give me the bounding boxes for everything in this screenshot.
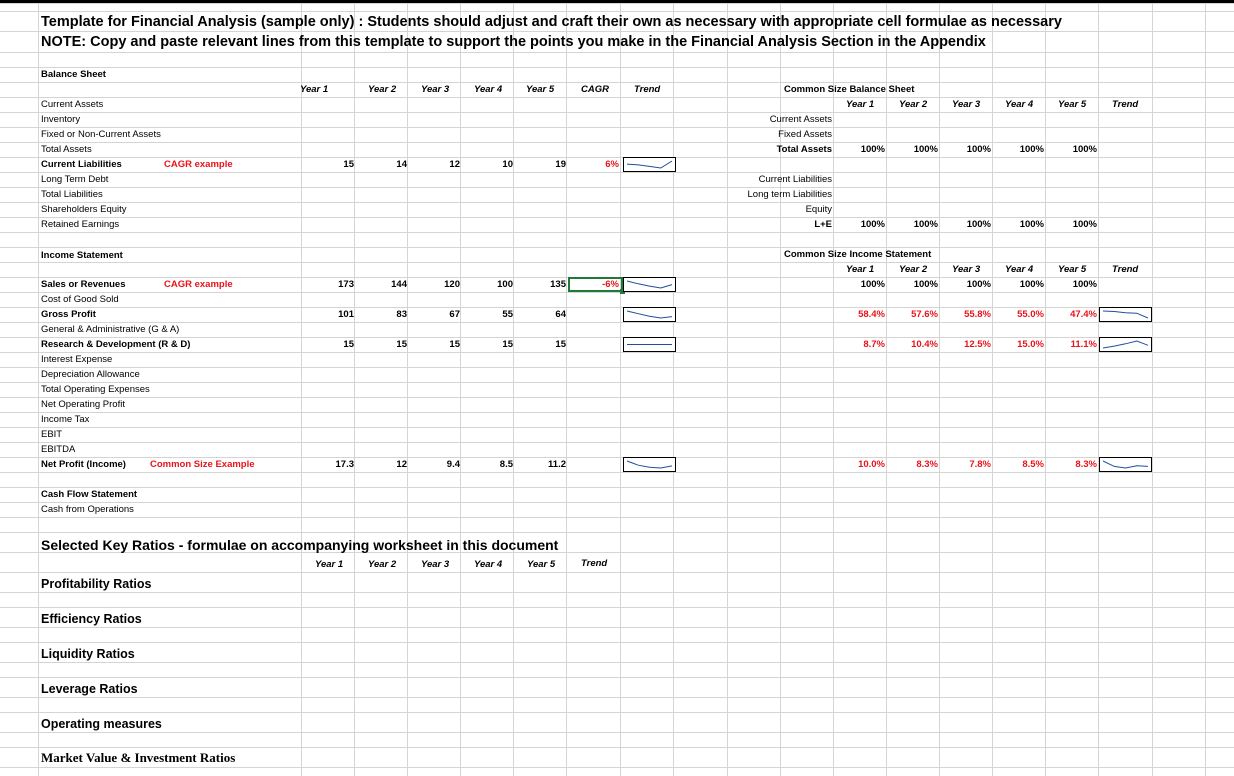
np-year3-cell[interactable]: 9.4 <box>446 459 460 470</box>
is-row-total-opex: Total Operating Expenses <box>41 384 150 395</box>
csb-year2-header: Year 2 <box>899 99 928 110</box>
csb-total-y4[interactable]: 100% <box>1019 144 1044 155</box>
sales-cagr-cell[interactable]: -6% <box>602 279 619 290</box>
sales-year3-cell[interactable]: 120 <box>444 279 460 290</box>
cs-income-title: Common Size Income Statement <box>784 249 932 260</box>
csb-row-long-term-liabilities: Long term Liabilities <box>747 189 832 200</box>
is-row-income-tax: Income Tax <box>41 414 90 425</box>
csi-year2-header: Year 2 <box>899 264 928 275</box>
csi-gp-y2[interactable]: 57.6% <box>911 309 938 320</box>
csi-rd-y3[interactable]: 12.5% <box>964 339 991 350</box>
ratios-year3-header: Year 3 <box>421 559 450 570</box>
sparkline-svg <box>1100 338 1151 351</box>
ratios-market-value: Market Value & Investment Ratios <box>41 750 236 765</box>
csi-np-y5[interactable]: 8.3% <box>1075 459 1097 470</box>
ratios-efficiency: Efficiency Ratios <box>41 612 142 626</box>
csb-le-y4[interactable]: 100% <box>1019 219 1044 230</box>
is-row-ebitda: EBITDA <box>41 444 76 455</box>
csi-year3-header: Year 3 <box>952 264 981 275</box>
header-line-2: NOTE: Copy and paste relevant lines from this template to support the points you make in the Financial Analysis Section in the Appendix <box>41 34 986 50</box>
csi-rd-y4[interactable]: 15.0% <box>1017 339 1044 350</box>
csi-np-y1[interactable]: 10.0% <box>858 459 885 470</box>
csb-row-l-plus-e: L+E <box>814 219 832 230</box>
csi-rd-y5[interactable]: 11.1% <box>1070 339 1097 350</box>
csi-sales-y1[interactable]: 100% <box>860 279 885 290</box>
cl-year2-cell[interactable]: 14 <box>396 159 407 170</box>
is-row-cogs: Cost of Good Sold <box>41 294 119 305</box>
sparkline-path <box>627 311 672 318</box>
bs-row-total-assets: Total Assets <box>41 144 92 155</box>
sparkline-svg <box>1100 458 1151 471</box>
is-row-net-operating-profit: Net Operating Profit <box>41 399 125 410</box>
cf-row-cash-from-operations: Cash from Operations <box>41 504 134 515</box>
csi-gp-y3[interactable]: 55.8% <box>964 309 991 320</box>
cash-flow-title: Cash Flow Statement <box>41 489 138 500</box>
csi-np-y4[interactable]: 8.5% <box>1022 459 1044 470</box>
rd-year5-cell[interactable]: 15 <box>555 339 566 350</box>
sparkline-svg <box>624 458 675 471</box>
csi-gp-y4[interactable]: 55.0% <box>1017 309 1044 320</box>
csi-gp-y5[interactable]: 47.4% <box>1070 309 1097 320</box>
csi-sales-y3[interactable]: 100% <box>966 279 991 290</box>
cl-trend-sparkline[interactable] <box>623 157 676 172</box>
csb-row-equity: Equity <box>805 204 832 215</box>
csb-row-total-assets: Total Assets <box>776 144 832 155</box>
header-line-1: Template for Financial Analysis (sample only) : Students should adjust and craft their own as necessary with appropriate cell formulae as necessary <box>41 14 1062 30</box>
cs-balance-title: Common Size Balance Sheet <box>784 84 915 95</box>
income-statement-title: Income Statement <box>41 250 123 261</box>
csb-le-y3[interactable]: 100% <box>966 219 991 230</box>
np-year1-cell[interactable]: 17.3 <box>335 459 354 470</box>
csb-le-y1[interactable]: 100% <box>860 219 885 230</box>
is-row-net-profit: Net Profit (Income) <box>41 459 126 470</box>
sparkline-svg <box>624 338 675 351</box>
bs-year1-header: Year 1 <box>300 84 329 95</box>
np-trend-sparkline[interactable] <box>623 457 676 472</box>
is-row-sales: Sales or Revenues <box>41 279 126 290</box>
sparkline-path <box>627 281 672 288</box>
bs-year3-header: Year 3 <box>421 84 450 95</box>
np-year5-cell[interactable]: 11.2 <box>548 459 566 470</box>
is-cagr-example-note: CAGR example <box>164 279 233 290</box>
sparkline-svg <box>624 308 675 321</box>
gp-year5-cell[interactable]: 64 <box>555 309 566 320</box>
csb-trend-header: Trend <box>1112 99 1139 110</box>
np-year2-cell[interactable]: 12 <box>396 459 407 470</box>
csi-np-trend-sparkline[interactable] <box>1099 457 1152 472</box>
bs-row-long-term-debt: Long Term Debt <box>41 174 109 185</box>
balance-sheet-title: Balance Sheet <box>41 69 106 80</box>
csi-year5-header: Year 5 <box>1058 264 1087 275</box>
csi-rd-y2[interactable]: 10.4% <box>911 339 938 350</box>
sparkline-svg <box>1100 308 1151 321</box>
csb-le-y2[interactable]: 100% <box>913 219 938 230</box>
bs-row-shareholders-equity: Shareholders Equity <box>41 204 127 215</box>
cl-year4-cell[interactable]: 10 <box>502 159 513 170</box>
rd-year2-cell[interactable]: 15 <box>396 339 407 350</box>
sales-year1-cell[interactable]: 173 <box>338 279 354 290</box>
csb-total-y2[interactable]: 100% <box>913 144 938 155</box>
bs-cagr-header: CAGR <box>581 84 609 95</box>
bs-year4-header: Year 4 <box>474 84 503 95</box>
csb-year3-header: Year 3 <box>952 99 981 110</box>
ratios-year5-header: Year 5 <box>527 559 556 570</box>
np-year4-cell[interactable]: 8.5 <box>499 459 513 470</box>
csi-gp-trend-sparkline[interactable] <box>1099 307 1152 322</box>
csi-rd-y1[interactable]: 8.7% <box>863 339 885 350</box>
gp-trend-sparkline[interactable] <box>623 307 676 322</box>
sparkline-path <box>1103 341 1148 348</box>
sparkline-path <box>1103 311 1148 318</box>
cl-year5-cell[interactable]: 19 <box>555 159 566 170</box>
cl-year3-cell[interactable]: 12 <box>449 159 460 170</box>
ratios-year1-header: Year 1 <box>315 559 344 570</box>
bs-row-retained-earnings: Retained Earnings <box>41 219 120 230</box>
bs-trend-header: Trend <box>634 84 661 95</box>
csi-np-y2[interactable]: 8.3% <box>916 459 938 470</box>
sparkline-path <box>627 161 672 168</box>
sparkline-path <box>627 461 672 468</box>
csb-total-y3[interactable]: 100% <box>966 144 991 155</box>
csb-row-current-assets: Current Assets <box>769 114 832 125</box>
bs-row-inventory: Inventory <box>41 114 81 125</box>
bs-row-current-assets: Current Assets <box>41 99 104 110</box>
sparkline-svg <box>624 278 675 291</box>
rd-trend-sparkline[interactable] <box>623 337 676 352</box>
ratios-liquidity: Liquidity Ratios <box>41 647 135 661</box>
is-row-ebit: EBIT <box>41 429 63 440</box>
csi-trend-header: Trend <box>1112 264 1139 275</box>
sales-year2-cell[interactable]: 144 <box>391 279 407 290</box>
gp-year1-cell[interactable]: 101 <box>338 309 354 320</box>
sales-year5-cell[interactable]: 135 <box>550 279 566 290</box>
is-row-g-and-a: General & Administrative (G & A) <box>41 324 180 335</box>
cl-cagr-cell[interactable]: 6% <box>605 159 619 170</box>
is-row-interest-expense: Interest Expense <box>41 354 113 365</box>
csb-row-fixed-assets: Fixed Assets <box>778 129 832 140</box>
is-common-size-example-note: Common Size Example <box>150 459 255 470</box>
ratios-leverage: Leverage Ratios <box>41 682 138 696</box>
sparkline-svg <box>624 158 675 171</box>
csb-row-current-liabilities: Current Liabilities <box>758 174 832 185</box>
bs-row-current-liabilities: Current Liabilities <box>41 159 122 170</box>
gp-year2-cell[interactable]: 83 <box>396 309 407 320</box>
csb-year4-header: Year 4 <box>1005 99 1034 110</box>
bs-row-total-liabilities: Total Liabilities <box>41 189 103 200</box>
csb-total-y1[interactable]: 100% <box>860 144 885 155</box>
csi-np-y3[interactable]: 7.8% <box>969 459 991 470</box>
csb-year1-header: Year 1 <box>846 99 875 110</box>
ratios-year4-header: Year 4 <box>474 559 503 570</box>
bs-year2-header: Year 2 <box>368 84 397 95</box>
csi-year1-header: Year 1 <box>846 264 875 275</box>
rd-year3-cell[interactable]: 15 <box>449 339 460 350</box>
is-row-gross-profit: Gross Profit <box>41 309 96 320</box>
cl-year1-cell[interactable]: 15 <box>343 159 354 170</box>
sales-trend-sparkline[interactable] <box>623 277 676 292</box>
ratios-profitability: Profitability Ratios <box>41 577 152 591</box>
rd-year4-cell[interactable]: 15 <box>502 339 513 350</box>
csb-le-y5[interactable]: 100% <box>1072 219 1097 230</box>
gp-year3-cell[interactable]: 67 <box>449 309 460 320</box>
csi-gp-y1[interactable]: 58.4% <box>858 309 885 320</box>
ratios-operating-measures: Operating measures <box>41 717 162 731</box>
ratios-year2-header: Year 2 <box>368 559 397 570</box>
bs-year5-header: Year 5 <box>526 84 555 95</box>
csi-year4-header: Year 4 <box>1005 264 1034 275</box>
csb-year5-header: Year 5 <box>1058 99 1087 110</box>
is-row-depreciation: Depreciation Allowance <box>41 369 140 380</box>
csi-sales-y5[interactable]: 100% <box>1072 279 1097 290</box>
sparkline-path <box>1103 461 1148 468</box>
csi-sales-y2[interactable]: 100% <box>913 279 938 290</box>
ratios-trend-header: Trend <box>581 558 608 569</box>
bs-cagr-example-note: CAGR example <box>164 159 233 170</box>
is-row-r-and-d: Research & Development (R & D) <box>41 339 191 350</box>
csi-sales-y4[interactable]: 100% <box>1019 279 1044 290</box>
rd-year1-cell[interactable]: 15 <box>343 339 354 350</box>
bs-row-fixed-assets: Fixed or Non-Current Assets <box>41 129 161 140</box>
csi-rd-trend-sparkline[interactable] <box>1099 337 1152 352</box>
ratios-title: Selected Key Ratios - formulae on accompanying worksheet in this document <box>41 537 559 553</box>
sales-year4-cell[interactable]: 100 <box>497 279 513 290</box>
csb-total-y5[interactable]: 100% <box>1072 144 1097 155</box>
gp-year4-cell[interactable]: 55 <box>502 309 513 320</box>
